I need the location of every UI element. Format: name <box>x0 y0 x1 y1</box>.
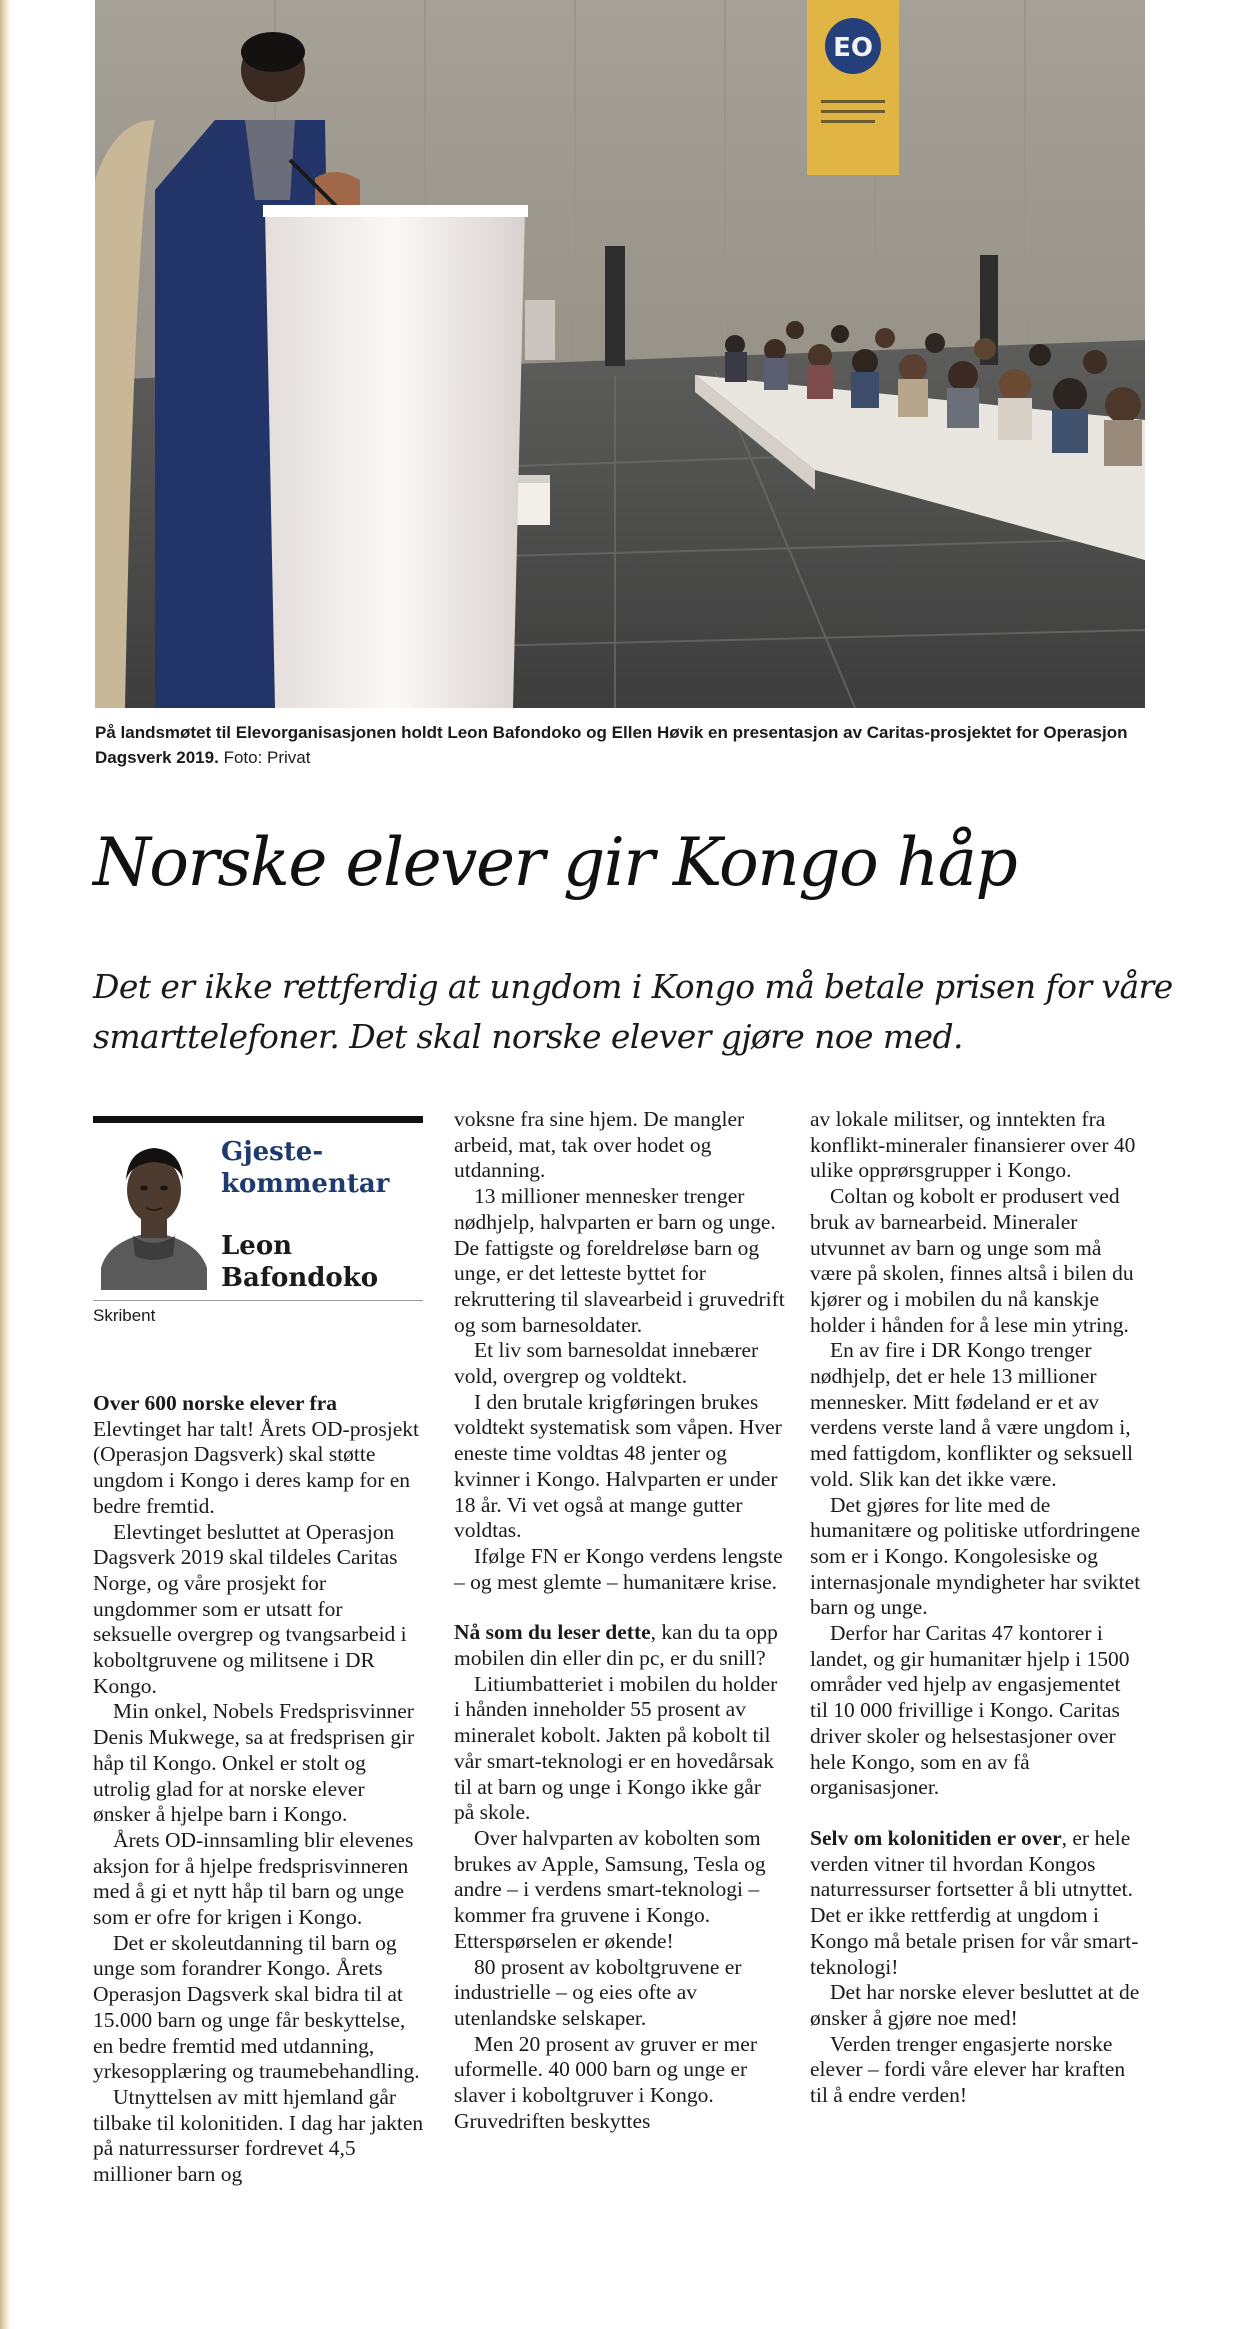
ingress: Det er ikke rettferdig at ungdom i Kongo må betale prisen for våre smarttelefoner. Det skal norske elever gjøre noe med. <box>93 967 1173 1056</box>
author-portrait <box>93 1128 215 1290</box>
body-column-3 <box>810 1107 1142 2109</box>
body-column-2 <box>454 1107 786 2134</box>
body-paragraph: Over halvparten av kobolten som brukes av Apple, Samsung, Tesla og andre – i verdens smart-teknologi – kommer fra gruvene i Kongo. Etterspørselen er økende! <box>454 1825 766 1953</box>
byline-author: Leon Bafondoko <box>221 1231 379 1293</box>
body-paragraph: Det er skoleutdanning til barn og unge som forandrer Kongo. Årets Operasjon Dagsverk skal bidra til at 15.000 barn og unge får beskyttelse, en bedre fremtid med utdanning, yrkesopplæring og traumebehandling. <box>93 1930 420 2084</box>
paragraph-lead: Selv om kolonitiden er over <box>810 1825 1062 1850</box>
body-paragraph: Coltan og kobolt er produsert ved bruk av barnearbeid. Mineraler utvunnet av barn og unge som må være på skolen, finnes altså i bilen du kjører og i mobilen du nå kanskje holder i hånden for å lese min ytring. <box>810 1184 1134 1337</box>
page-edge <box>0 0 10 2329</box>
body-column-1 <box>93 1391 425 2188</box>
byline-role: Skribent <box>93 1306 156 1325</box>
headline: Norske elever gir Kongo håp <box>93 824 1017 901</box>
body-paragraph: Årets OD-innsamling blir elevenes aksjon for å hjelpe fredsprisvinneren med å gi et nytt håp til barn og unge som er ofre for krigen i Kongo. <box>93 1827 414 1930</box>
body-paragraph: Litiumbatteriet i mobilen du holder i hånden inneholder 55 prosent av mineralet kobolt. Jakten på kobolt til vår smart-teknologi er en hovedårsak til at barn og unge i Kongo ikke går på skole. <box>454 1671 778 1825</box>
svg-text:EO: EO <box>833 33 873 63</box>
body-paragraph: Selv om kolonitiden er over, er hele verden vitner til hvordan Kongos naturressurser fortsetter å bli utnyttet. Det er ikke rettferdig at ungdom i Kongo må betale prisen for vår smart-teknologi! <box>810 1825 1139 1979</box>
body-paragraph: Derfor har Caritas 47 kontorer i landet, og gir humanitær hjelp i 1500 områder ved hjelp av engasjementet til 10 000 frivillige i Kongo. Caritas driver skoler og helsestasjoner over hele Kongo, som en av få organisasjoner. <box>810 1621 1130 1800</box>
byline <box>93 1116 423 1306</box>
article-photo <box>95 0 1145 708</box>
body-paragraph: Men 20 prosent av gruver er mer uformelle. 40 000 barn og unge er slaver i koboltgruver i Kongo. Gruvedriften beskyttes <box>454 2031 757 2133</box>
body-paragraph: I den brutale krigføringen brukes voldtekt systematisk som våpen. Hver eneste time voldtas 48 jenter og kvinner i Kongo. Halvparten er under 18 år. Vi vet også at mange gutter voldtas. <box>454 1389 782 1543</box>
body-paragraph: Elevtinget besluttet at Operasjon Dagsverk 2019 skal tildeles Caritas Norge, og våre prosjekt for ungdommer som er utsatt for seksuelle overgrep og tvangsarbeid i koboltgruvene og militsene i DR Kongo. <box>93 1519 407 1698</box>
photo-credit: Foto: Privat <box>223 748 311 767</box>
body-paragraph: 80 prosent av koboltgruvene er industrielle – og eies ofte av utenlandske selskaper. <box>454 1954 742 2030</box>
body-paragraph: Nå som du leser dette, kan du ta opp mobilen din eller din pc, er du snill? <box>454 1620 778 1671</box>
photo-caption <box>95 720 1155 770</box>
body-paragraph: Utnyttelsen av mitt hjemland går tilbake til kolonitiden. I dag har jakten på naturressurser fordrevet 4,5 millioner barn og <box>93 2084 424 2187</box>
paragraph-lead: Over 600 norske elever fra <box>93 1391 337 1415</box>
body-paragraph: 13 millioner mennesker trenger nødhjelp, halvparten er barn og unge. De fattigste og foreldreløse barn og unge, er det letteste byttet for rekruttering til slavearbeid i gruvedrift og som barnesoldater. <box>454 1184 785 1337</box>
byline-divider <box>93 1300 423 1301</box>
body-paragraph: Verden trenger engasjerte norske elever – fordi våre elever har kraften til å endre verden! <box>810 2031 1126 2108</box>
body-paragraph: Det gjøres for lite med de humanitære og politiske utfordringene som er i Kongo. Kongolesiske og internasjonale myndigheter har sviktet barn og unge. <box>810 1492 1141 1620</box>
body-paragraph: Ifølge FN er Kongo verdens lengste – og mest glemte – humanitære krise. <box>454 1543 783 1594</box>
body-paragraph: Min onkel, Nobels Fredsprisvinner Denis Mukwege, sa at fredsprisen gir håp til Kongo. Onkel er stolt og utrolig glad for at norske elever ønsker å hjelpe barn i Kongo. <box>93 1699 415 1827</box>
body-paragraph: voksne fra sine hjem. De mangler arbeid, mat, tak over hodet og utdanning. <box>454 1107 745 1183</box>
byline-rule <box>93 1116 423 1123</box>
body-paragraph: av lokale militser, og inntekten fra konflikt-mineraler finansierer over 40 ulike opprørsgrupper i Kongo. <box>810 1107 1136 1183</box>
byline-type: Gjeste-kommentar <box>221 1137 390 1199</box>
body-paragraph: En av fire i DR Kongo trenger nødhjelp, det er hele 13 millioner mennesker. Mitt fødeland er et av verdens verste land å være ungdom i, med fattigdom, konflikter og seksuell vold. Slik kan det ikke være. <box>810 1338 1134 1491</box>
body-paragraph: Over 600 norske elever fra Elevtinget har talt! Årets OD-prosjekt (Operasjon Dagsverk) skal støtte ungdom i Kongo i deres kamp for en bedre fremtid. <box>93 1391 419 1518</box>
body-paragraph: Det har norske elever besluttet at de ønsker å gjøre noe med! <box>810 1980 1140 2030</box>
caption-text: På landsmøtet til Elevorganisasjonen holdt Leon Bafondoko og Ellen Høvik en presentasjon av Caritas-prosjektet for Operasjon Dagsverk 2019. <box>95 723 1128 767</box>
paragraph-lead: Nå som du leser dette <box>454 1620 651 1645</box>
body-paragraph: Et liv som barnesoldat innebærer vold, overgrep og voldtekt. <box>454 1338 759 1389</box>
